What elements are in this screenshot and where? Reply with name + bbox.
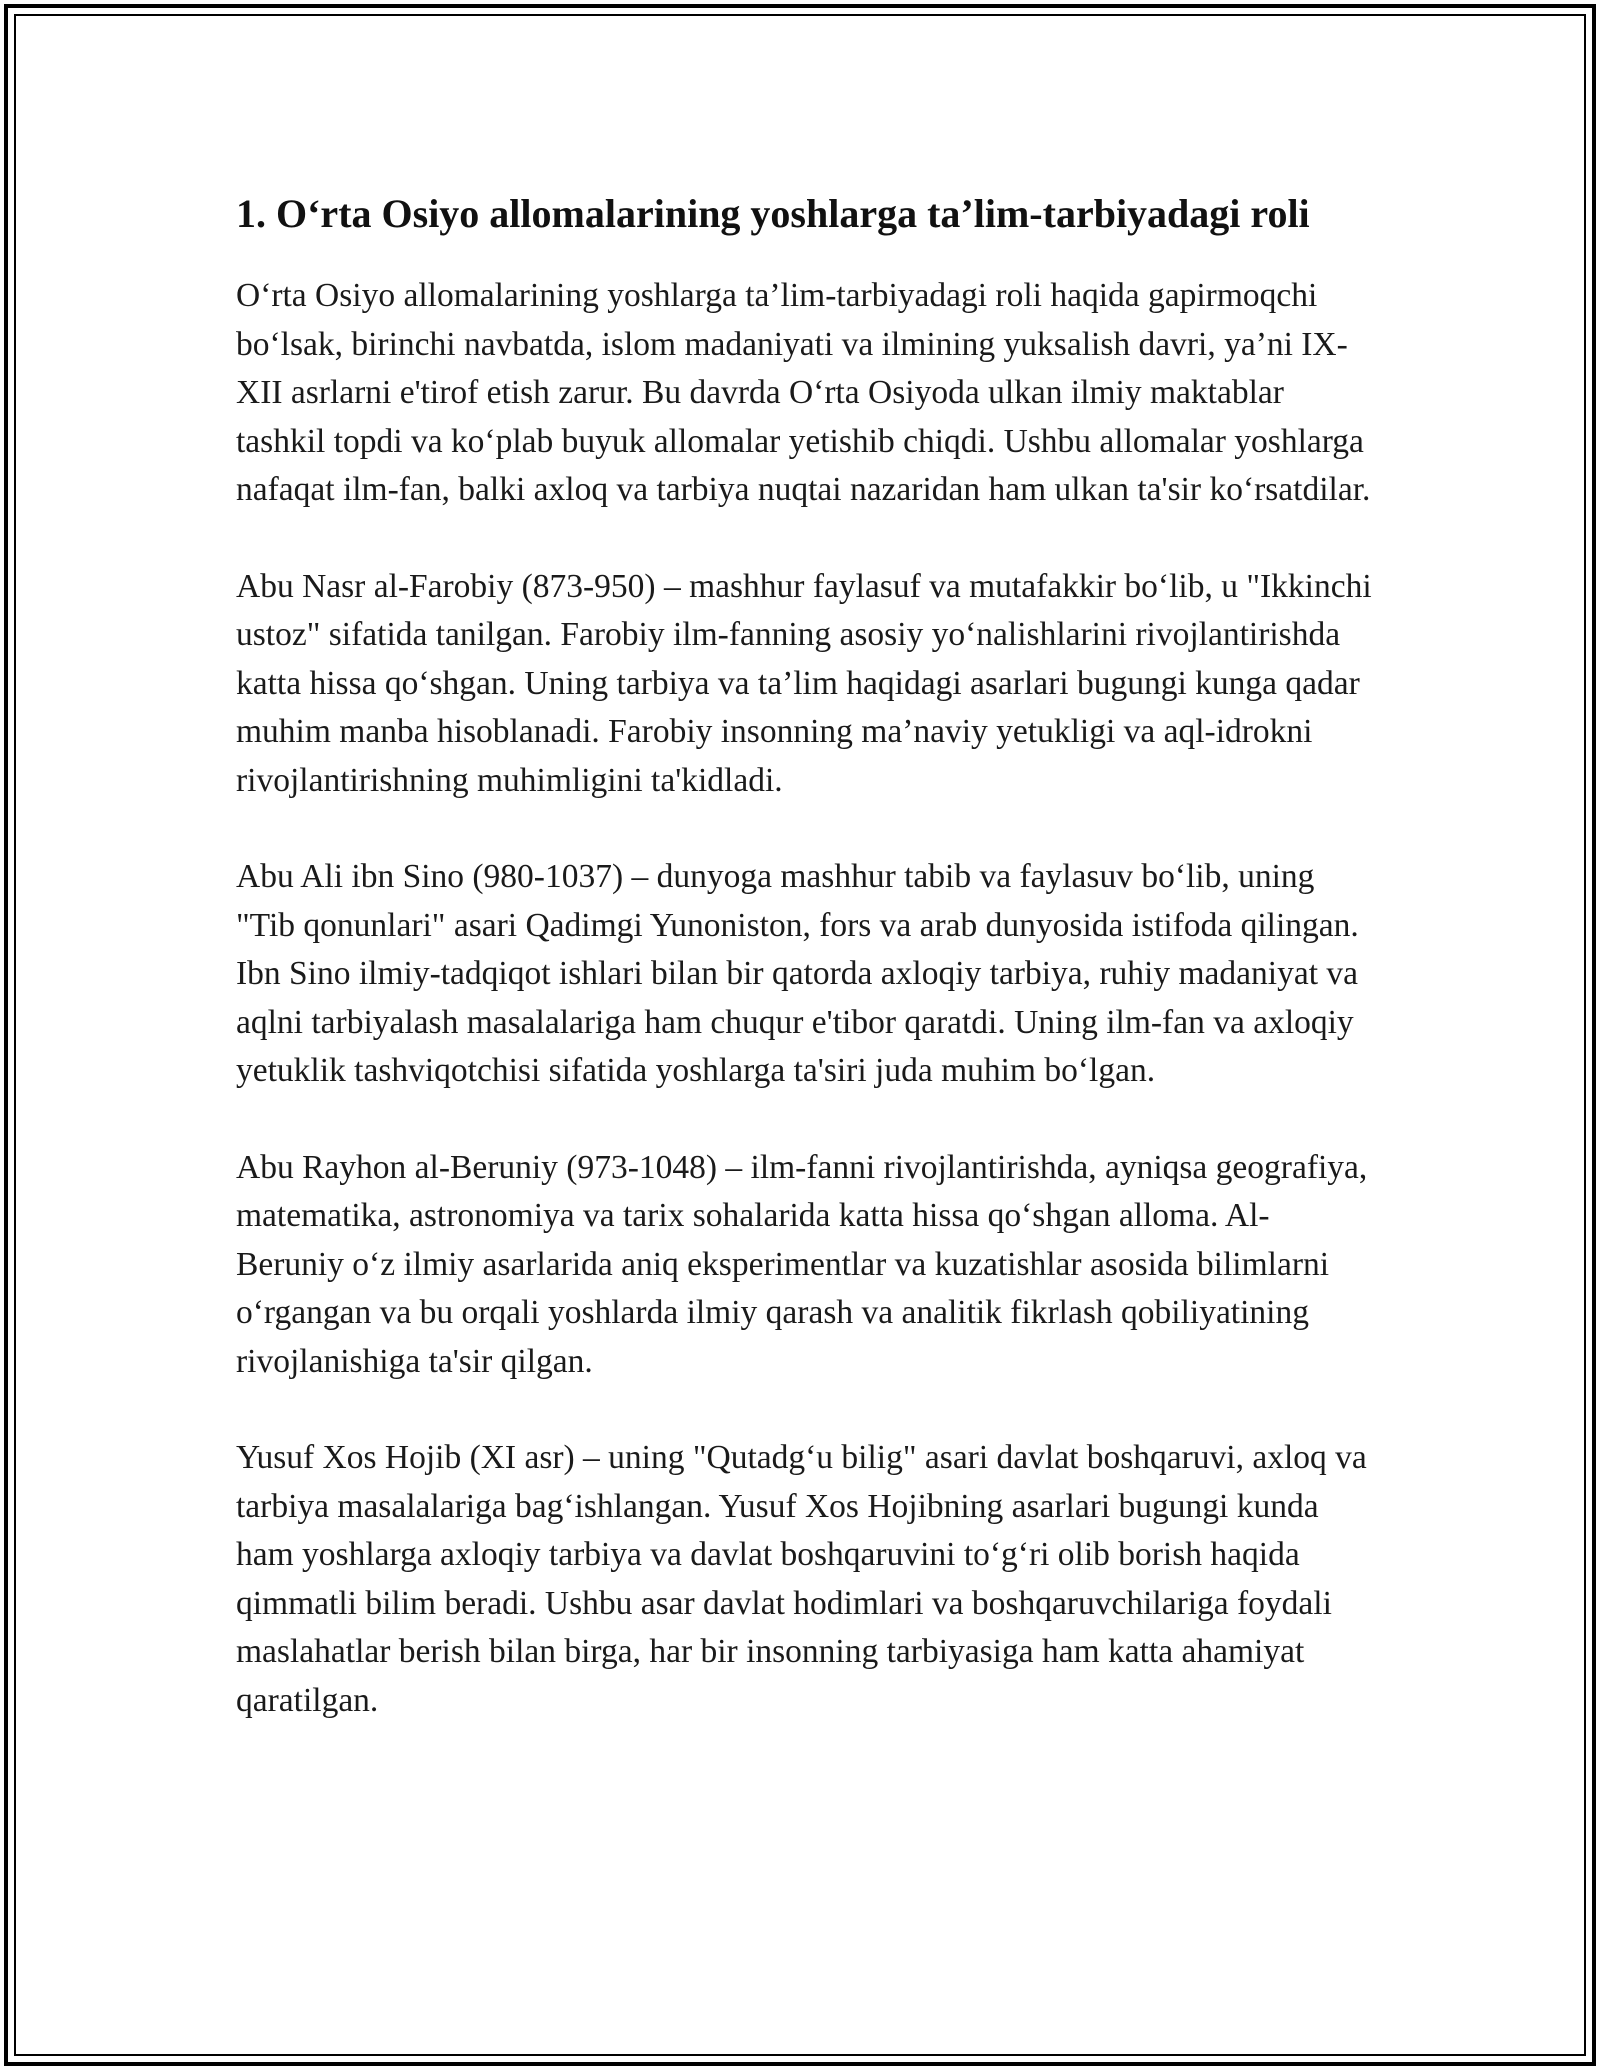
paragraph-beruniy: Abu Rayhon al-Beruniy (973-1048) – ilm-fanni rivojlantirishda, ayniqsa geografiya, matematika, astronomiya va tarix sohalarida katta hissa qo‘shgan alloma. Al-Beruniy o‘z ilmiy asarlarida aniq eksperimentlar va kuzatishlar asosida bilimlarni o‘rgangan va bu orqali yoshlarda ilmiy qarash va analitik fikrlash qobiliyatining rivojlanishiga ta'sir qilgan. <box>236 1148 1368 1380</box>
paragraph-intro: O‘rta Osiyo allomalarining yoshlarga ta’lim-tarbiyadagi roli haqida gapirmoqchi bo‘lsak, birinchi navbatda, islom madaniyati va ilmining yuksalish davri, ya’ni IX-XII asrlarni e'tirof etish zarur. Bu davrda O‘rta Osiyoda ulkan ilmiy maktablar tashkil topdi va ko‘plab buyuk allomalar yetishib chiqdi. Ushbu allomalar yoshlarga nafaqat ilm-fan, balki axloq va tarbiya nuqtai nazaridan ham ulkan ta'sir ko‘rsatdilar. <box>236 277 1371 508</box>
document-body <box>236 186 1376 1773</box>
paragraph-farobiy: Abu Nasr al-Farobiy (873-950) – mashhur faylasuf va mutafakkir bo‘lib, u "Ikkinchi ustoz" sifatida tanilgan. Farobiy ilm-fanning asosiy yo‘nalishlarini rivojlantirishda katta hissa qo‘shgan. Uning tarbiya va ta’lim haqidagi asarlari bugungi kunga qadar muhim manba hisoblanadi. Farobiy insonning ma’naviy yetukligi va aql-idrokni rivojlantirishning muhimligini ta'kidladi. <box>236 567 1372 799</box>
paragraph-yusuf-xos-hojib: Yusuf Xos Hojib (XI asr) – uning "Qutadg‘u bilig" asari davlat boshqaruvi, axloq va tarbiya masalalariga bag‘ishlangan. Yusuf Xos Hojibning asarlari bugungi kunda ham yoshlarga axloqiy tarbiya va davlat boshqaruvini to‘g‘ri olib borish haqida qimmatli bilim beradi. Ushbu asar davlat hodimlari va boshqaruvchilariga foydali maslahatlar berish bilan birga, har bir insonning tarbiyasiga ham katta ahamiyat qaratilgan. <box>236 1439 1367 1719</box>
section-title: 1. O‘rta Osiyo allomalarining yoshlarga ta’lim-tarbiyadagi roli <box>236 191 1310 236</box>
paragraph-ibn-sino: Abu Ali ibn Sino (980-1037) – dunyoga mashhur tabib va faylasuv bo‘lib, uning "Tib qonunlari" asari Qadimgi Yunoniston, fors va arab dunyosida istifoda qilingan. Ibn Sino ilmiy-tadqiqot ishlari bilan bir qatorda axloqiy tarbiya, ruhiy madaniyat va aqlni tarbiyalash masalalariga ham chuqur e'tibor qaratdi. Uning ilm-fan va axloqiy yetuklik tashviqotchisi sifatida yoshlarga ta'siri juda muhim bo‘lgan. <box>236 858 1359 1089</box>
